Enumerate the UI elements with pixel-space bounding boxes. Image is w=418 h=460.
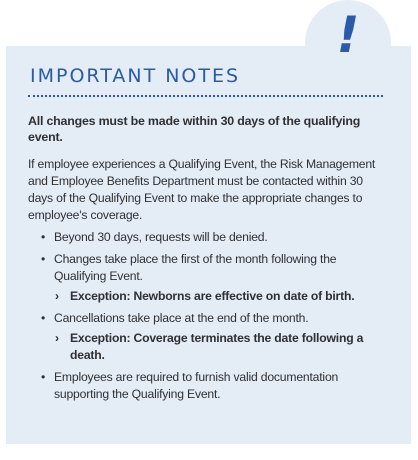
notes-title: IMPORTANT NOTES xyxy=(30,65,241,87)
bullet-icon: • xyxy=(41,252,46,266)
list-item xyxy=(28,251,389,305)
exclamation-badge xyxy=(305,0,391,86)
exception-note xyxy=(54,330,389,364)
lead-statement: All changes must be made within 30 days of the qualifying event. xyxy=(28,114,361,144)
exception-note xyxy=(54,288,389,305)
notes-list xyxy=(28,229,389,403)
important-notes-panel xyxy=(6,46,411,444)
bullet-icon: • xyxy=(41,311,46,325)
list-item-text: Changes take place the first of the month following the Qualifying Event. xyxy=(54,252,337,283)
list-item-text: Employees are required to furnish valid documentation supporting the Qualifying Event. xyxy=(54,370,339,401)
list-item xyxy=(28,369,389,403)
title-divider xyxy=(28,95,383,97)
body-paragraph: If employee experiences a Qualifying Event, the Risk Management and Employee Benefits Department must be contacted within 30 days of the Qualifying Event to make the appropriate changes to employee's coverage. xyxy=(28,157,376,222)
chevron-right-icon: › xyxy=(55,331,59,345)
exclamation-icon: ! xyxy=(336,6,360,64)
list-item-text: Beyond 30 days, requests will be denied. xyxy=(54,230,268,244)
list-item xyxy=(28,229,389,246)
chevron-right-icon: › xyxy=(55,289,59,303)
list-item-text: Cancellations take place at the end of the month. xyxy=(54,311,309,325)
exception-text: Exception: Newborns are effective on date of birth. xyxy=(70,289,355,303)
bullet-icon: • xyxy=(41,370,46,384)
list-item xyxy=(28,310,389,364)
exception-text: Exception: Coverage terminates the date following a death. xyxy=(70,331,364,362)
bullet-icon: • xyxy=(41,230,46,244)
